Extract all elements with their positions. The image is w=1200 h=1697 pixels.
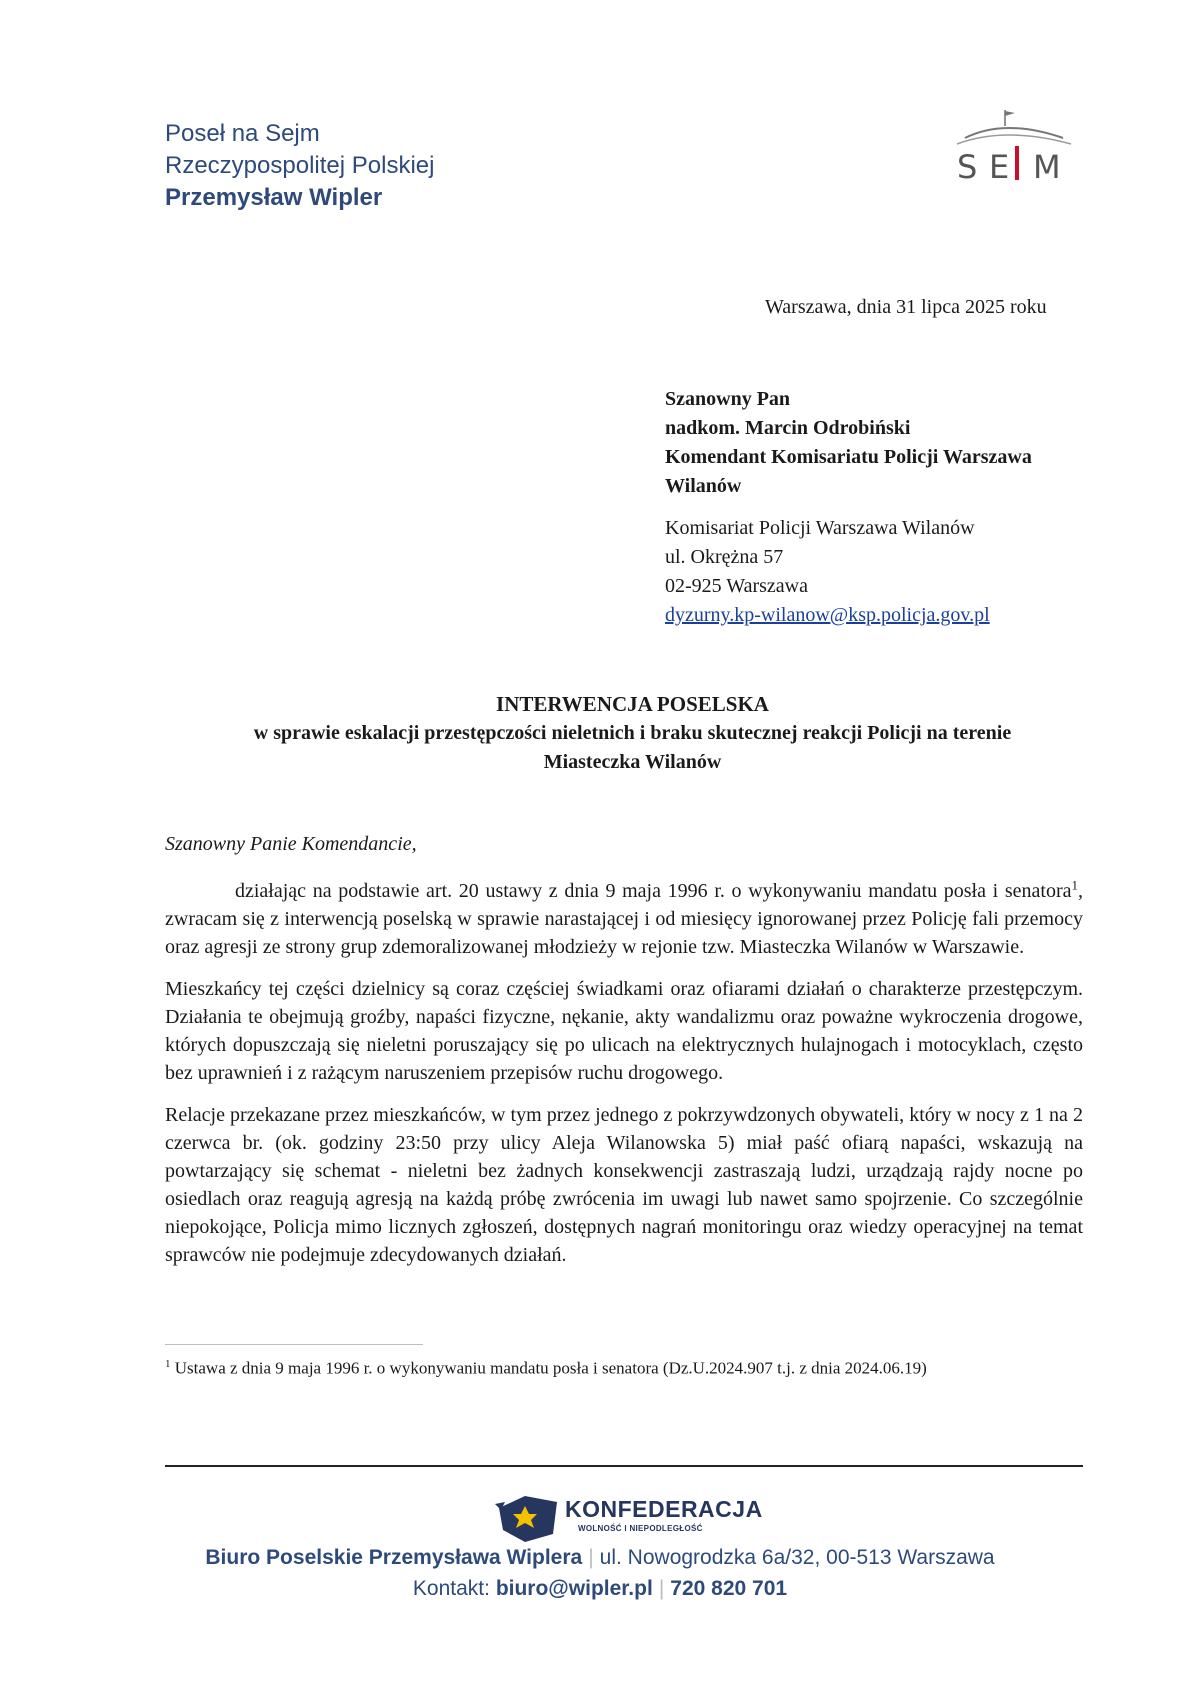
title-subject-line2: Miasteczka Wilanów (543, 751, 722, 773)
title-heading: INTERWENCJA POSELSKA (496, 692, 769, 716)
recipient-email-link[interactable]: dyzurny.kp-wilanow@ksp.policja.gov.pl (665, 604, 990, 626)
recipient-city: 02-925 Warszawa (665, 575, 808, 597)
body-paragraph-3: Relacje przekazane przez mieszkańców, w tym przez jednego z pokrzywdzonych obywateli, który w nocy z 1 na 2 czerwca br. (ok. godziny 23:50 przy ulicy Aleja Wilanowska 5) miał paść ofiarą napaści, wskazują na powtarzający się schemat - nieletni bez żadnych konsekwencji zastraszają ludzi, urządzają rajdy nocne po osiedlach oraz reagują agresją na każdą próbę zwrócenia im uwagi lub nawet samo spojrzenie. Co szczególnie niepokojące, Policja mimo licznych zgłoszeń, dostępnych nagrań monitoringu oraz wiedzy operacyjnej na temat sprawców nie podejmuje zdecydowanych działań. (165, 1104, 1083, 1266)
recipient-block (665, 385, 1095, 630)
body-p1-start: działając na podstawie art. 20 ustawy z dnia 9 maja 1996 r. o wykonywaniu mandatu posła i senatora (235, 880, 1072, 902)
svg-text:M: M (1033, 148, 1061, 186)
footer-contact-label: Kontakt: (412, 1577, 490, 1600)
footnote-ref: 1 (1071, 877, 1078, 893)
sejm-logo (945, 108, 1083, 213)
sender-block (165, 118, 434, 214)
letter-body (165, 877, 1083, 1283)
footer-party-tagline: WOLNOŚĆ I NIEPODLEGŁOŚĆ (578, 1524, 703, 1533)
recipient-street: ul. Okrężna 57 (665, 546, 784, 568)
footer-contact-phone[interactable]: 720 820 701 (670, 1577, 788, 1600)
sender-line2: Rzeczypospolitej Polskiej (165, 152, 435, 179)
sejm-emblem-icon (945, 108, 1083, 213)
recipient-position-line1: Komendant Komisariatu Policji Warszawa (665, 446, 1032, 468)
footer-office: Biuro Poselskie Przemysława Wiplera | ul. Nowogrodzka 6a/32, 00-513 Warszawa Kontakt: biuro@wipler.pl | 720 820 701 (205, 1546, 995, 1600)
footer-office-name: Biuro Poselskie Przemysława Wiplera (205, 1546, 583, 1569)
title-subject-line1: w sprawie eskalacji przestępczości nieletnich i braku skutecznej reakcji Policji na terenie (253, 722, 1012, 744)
recipient-salutation: Szanowny Pan (665, 388, 791, 410)
sender-line1: Poseł na Sejm (165, 120, 320, 147)
footnote-divider (165, 1344, 423, 1345)
svg-text:E: E (989, 148, 1010, 186)
recipient-rank-name: nadkom. Marcin Odrobiński (665, 417, 911, 439)
title-block (165, 690, 1100, 777)
body-p1-end: , zwracam się z interwencją poselską w sprawie narastającej i od miesięcy ignorowanej przez Policję fali przemocy oraz agresji ze strony grup zdemoralizowanej młodzieży w rejonie tzw. Miasteczka Wilanów w Warszawie. (165, 880, 1083, 958)
footnote-text: Ustawa z dnia 9 maja 1996 r. o wykonywaniu mandatu posła i senatora (Dz.U.2024.907 t.j. z dnia 2024.06.19) (174, 1358, 927, 1378)
footnote (165, 1358, 927, 1379)
recipient-office: Komisariat Policji Warszawa Wilanów (665, 517, 975, 539)
footer-contact-email[interactable]: biuro@wipler.pl (495, 1577, 653, 1600)
letter-salutation: Szanowny Panie Komendancie, (165, 833, 417, 855)
footer-office-address: ul. Nowogrodzka 6a/32, 00-513 Warszawa (599, 1546, 995, 1569)
recipient-position-line2: Wilanów (665, 475, 742, 497)
footer-party-name: KONFEDERACJA (565, 1496, 763, 1522)
footer-divider (165, 1465, 1083, 1467)
sender-name: Przemysław Wipler (165, 184, 383, 211)
letter-date: Warszawa, dnia 31 lipca 2025 roku (765, 296, 1047, 318)
svg-text:S: S (957, 148, 978, 186)
body-paragraph-2: Mieszkańcy tej części dzielnicy są coraz częściej świadkami oraz ofiarami działań o charakterze przestępczym. Działania te obejmują groźby, napaści fizyczne, nękanie, akty wandalizmu oraz poważne wykroczenia drogowe, których dopuszczają się nieletni poruszający się po ulicach na elektrycznych hulajnogach i motocyklach, często bez uprawnień i z rażącym naruszeniem przepisów ruchu drogowego. (165, 978, 1083, 1084)
body-paragraph-1 (165, 877, 1083, 961)
footnote-number: 1 (165, 1358, 171, 1370)
